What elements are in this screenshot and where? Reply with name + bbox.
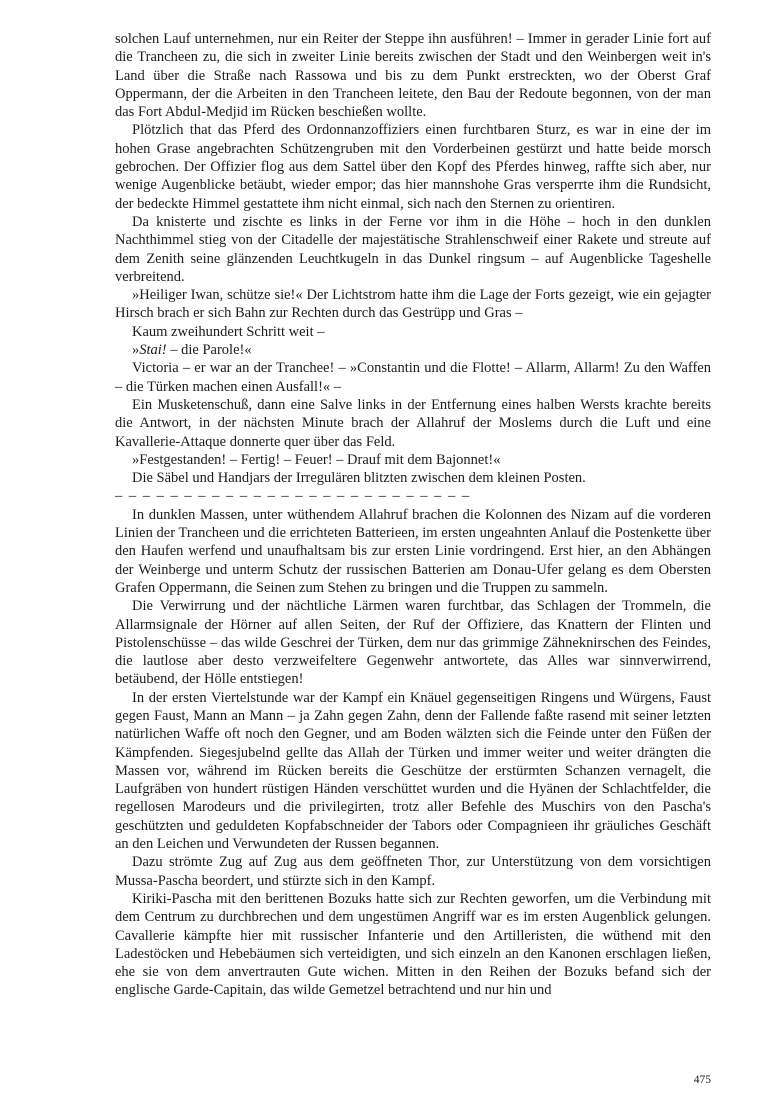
- paragraph: Plötzlich that das Pferd des Ordonnanzoffiziers einen furchtbaren Sturz, es war in eine der im hohen Grase angebrachten Schützengruben mit den Vorderbeinen gestürzt und hatte beide morsch gebrochen. Der Offizier flog aus dem Sattel über den Kopf des Pferdes hinweg, raffte sich aber, nur wenige Augenblicke betäubt, wieder empor; das hier mannshohe Gras versperrte ihm die Rundsicht, der bedeckte Himmel gestattete ihm nicht einmal, sich nach den Sternen zu orientiren.: [115, 122, 711, 212]
- paragraphs: [115, 30, 711, 1000]
- paragraph: Da knisterte und zischte es links in der Ferne vor ihm in die Höhe – hoch in den dunklen Nachthimmel stieg von der Citadelle der majestätische Strahlenschweif einer Rakete und streute auf dem Zenith seine glänzenden Leuchtkugeln in das Dunkel ringsum – auf Augenblicke Tageshelle verbreitend.: [115, 213, 711, 285]
- text-run: – die Parole!«: [166, 342, 252, 359]
- paragraph: Ein Musketenschuß, dann eine Salve links in der Entfernung eines halben Wersts krachte bereits die Antwort, in der nächsten Minute brach der Allahruf der Moslems durch die Luft und eine Kavallerie-Attaque donnerte quer über das Feld.: [115, 396, 711, 450]
- italic-text: Stai!: [139, 342, 167, 359]
- paragraph: In dunklen Massen, unter wüthendem Allahruf brachen die Kolonnen des Nizam auf die vorderen Linien der Trancheen und die errichteten Batterieen, im ersten ungeahnten Anlauf die Postenkette über den Haufen werfend und unaufhaltsam bis zur ersten Linie vordringend. Erst hier, an den Abhängen der Weinberge und unterm Schutz der russischen Batterien am Donau-Ufer gelang es dem Obersten Grafen Oppermann, die Seinen zum Stehen zu bringen und die Truppen zu sammeln.: [115, 506, 711, 596]
- text-run: »: [132, 342, 140, 359]
- paragraph: »Festgestanden! – Fertig! – Feuer! – Drauf mit dem Bajonnet!«: [132, 451, 501, 468]
- paragraph: [115, 341, 711, 359]
- paragraph: In der ersten Viertelstunde war der Kampf ein Knäuel gegenseitigen Ringens und Würgens, Faust gegen Faust, Mann an Mann – ja Zahn gegen Zahn, denn der Fallende faßte rasend mit seiner letzten natürlichen Waffe oft noch den Gegner, und am Boden wälzten sich die Feinde unter den Füßen der Kämpfenden. Siegesjubelnd gellte das Allah der Türken und immer weiter und weiter drängten die Massen vor, während im Rücken bereits die Geschütze der erstürmten Schanzen vernagelt, die Laufgräben von hundert rüstigen Händen verschüttet wurden und die Hyänen der Schlachtfelder, die regellosen Marodeurs und die privilegirten, trotz aller Befehle des Muschirs von den Pascha's geschützten und geduldeten Kopfabschneider der Tabors oder Compagnieen ihr gräuliches Geschäft an den Leichen und Verwundeten der Russen begannen.: [115, 689, 711, 853]
- paragraph: Die Säbel und Handjars der Irregulären blitzten zwischen dem kleinen Posten.: [132, 470, 586, 487]
- paragraph: »Heiliger Iwan, schütze sie!« Der Lichtstrom hatte ihm die Lage der Forts gezeigt, wie ein gejagter Hirsch brach er sich Bahn zur Rechten durch das Gestrüpp und Gras –: [115, 287, 711, 322]
- paragraph: Kaum zweihundert Schritt weit –: [132, 323, 325, 340]
- paragraph: Kiriki-Pascha mit den berittenen Bozuks hatte sich zur Rechten geworfen, um die Verbindung mit dem Centrum zu durchbrechen und dem ungestümen Angriff war es im ersten Augenblick gelungen. Cavallerie kämpfte hier mit russischer Infanterie und den Artilleristen, die wüthend mit den Ladestöcken und Hebebäumen sich verteidigten, und sich einzeln an den Kanonen erschlagen ließen, ehe sie von dem anvertrauten Gute wichen. Mitten in den Reihen der Bozuks befand sich der englische Garde-Capitain, das wilde Gemetzel betrachtend und nur hin und: [115, 890, 711, 999]
- separator-dashes: – – – – – – – – – – – – – – – – – – – – – – – – – –: [115, 488, 471, 505]
- page-number: 475: [693, 1074, 711, 1086]
- paragraph: solchen Lauf unternehmen, nur ein Reiter der Steppe ihn ausführen! – Immer in gerader Linie fort auf die Trancheen zu, die sich in zweiter Linie bereits zwischen der Stadt und den Weinbergen weit in's Land über die Straße nach Rassowa und bis zu dem Punkt erstreckten, wo der Oberst Graf Oppermann, der die Arbeiten in den Trancheen leitete, den Bau der Redoute begonnen, von der man das Fort Abdul-Medjid im Rücken beschießen wollte.: [115, 31, 711, 121]
- paragraph: Victoria – er war an der Tranchee! – »Constantin und die Flotte! – Allarm, Allarm! Zu den Waffen – die Türken machen einen Ausfall!« –: [115, 360, 711, 395]
- paragraph: Die Verwirrung und der nächtliche Lärmen waren furchtbar, das Schlagen der Trommeln, die Allarmsignale der Hörner auf allen Seiten, der Ruf der Offiziere, das Knattern der Flinten und Pistolenschüsse – das wilde Geschrei der Türken, dem nur das grimmige Zähneknirschen des Feindes, die lautlose aber desto verzweifeltere Gegenwehr antwortete, das Alles war sinnverwirrend, betäubend, der Hölle entstiegen!: [115, 598, 711, 688]
- text-block: [115, 30, 711, 1000]
- paragraph: Dazu strömte Zug auf Zug aus dem geöffneten Thor, zur Unterstützung von dem vorsichtigen Mussa-Pascha beordert, und stürzte sich in den Kampf.: [115, 854, 711, 889]
